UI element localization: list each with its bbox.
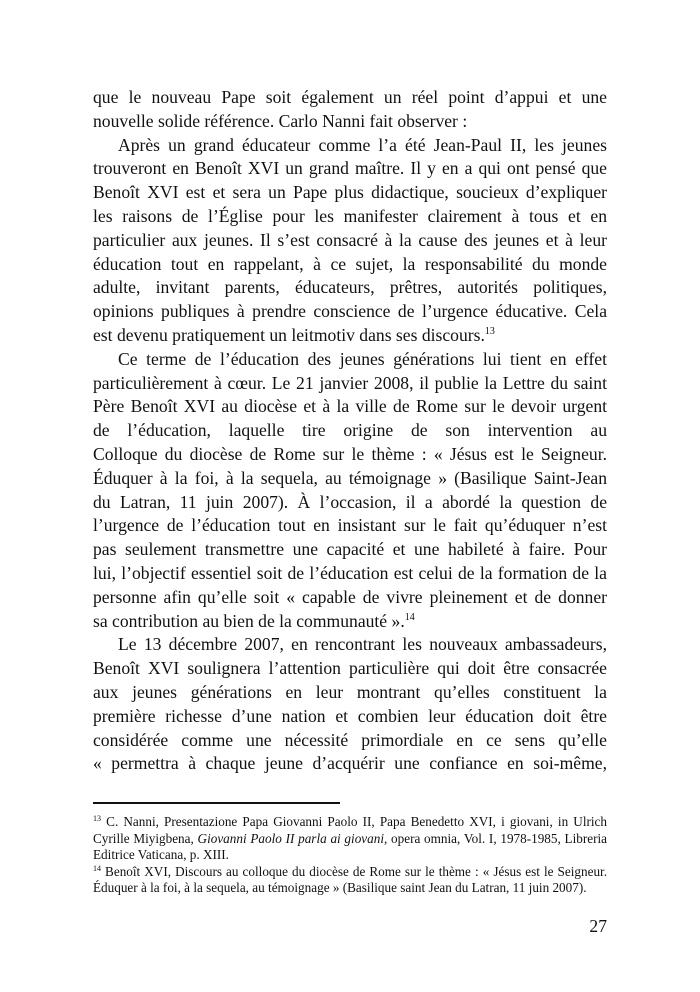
footnote [93, 864, 607, 897]
paragraph [93, 633, 607, 776]
text-line [93, 205, 607, 229]
line-text: nouvelle solide référence. Carlo Nanni fait observer : [93, 110, 468, 131]
text-line [93, 633, 607, 657]
text-line [93, 467, 607, 491]
line-text: opinions publiques à prendre conscience de l’urgence éducative. Cela [93, 301, 607, 322]
text-line [93, 395, 607, 419]
line-text: l’urgence de l’éducation tout en insistant sur le fait qu’éduquer n’est [93, 515, 607, 536]
paragraph [93, 86, 607, 134]
text-line [93, 229, 607, 253]
line-text: que le nouveau Pape soit également un réel point d’appui et une [93, 87, 607, 107]
footnote-reference[interactable]: 13 [484, 325, 495, 337]
line-text: sa contribution au bien de la communauté ». [93, 610, 405, 631]
line-text: Éduquer à la foi, à la sequela, au témoignage » (Basilique Saint-Jean [93, 467, 607, 488]
text-line [93, 752, 607, 776]
line-text: Le 13 décembre 2007, en rencontrant les nouveaux ambassadeurs, [118, 634, 607, 655]
text-line [93, 134, 607, 158]
line-text: lui, l’objectif essentiel soit de l’éducation est celui de la formation de la [93, 562, 607, 583]
footnote-text: Benoît XVI, Discours au colloque du diocèse de Rome sur le thème : « Jésus est le Seigneur. Éduquer à la foi, à la sequela, au témoignage » (Basilique saint Jean du Latran, 11 juin 2007). [93, 863, 607, 896]
line-text: première richesse d’une nation et combien leur éducation doit être [93, 705, 607, 726]
text-line [93, 610, 607, 634]
text-line [93, 157, 607, 181]
text-line [93, 276, 607, 300]
text-line [93, 586, 607, 610]
line-text: « permettra à chaque jeune d’acquérir une confiance en soi-même, [93, 753, 607, 774]
paragraph [93, 348, 607, 634]
text-line [93, 110, 607, 134]
text-line [93, 657, 607, 681]
line-text: est devenu pratiquement un leitmotiv dans ses discours. [93, 324, 485, 345]
footnote-number: 13 [93, 814, 101, 823]
text-line [93, 729, 607, 753]
text-line [93, 443, 607, 467]
line-text: aux jeunes générations en leur montrant qu’elles constituent la [93, 681, 607, 702]
line-text: personne afin qu’elle soit « capable de vivre pleinement et de donner [93, 586, 607, 607]
text-line [93, 300, 607, 324]
footnote-title: Giovanni Paolo II parla ai giovani [197, 830, 384, 846]
line-text: de l’éducation, laquelle tire origine de son intervention au [93, 420, 607, 441]
text-line [93, 681, 607, 705]
text-line [93, 514, 607, 538]
page-number: 27 [589, 916, 607, 936]
text-line [93, 491, 607, 515]
line-text: pas seulement transmettre une capacité et une habileté à faire. Pour [93, 539, 607, 560]
footnote-text: , opera omnia, Vol. I, 1978-1985, Libreria Editrice Vaticana, p. XIII. [93, 830, 608, 863]
footnote-reference[interactable]: 14 [404, 611, 415, 623]
line-text: particulièrement à cœur. Le 21 janvier 2008, il publie la Lettre du saint [93, 372, 607, 393]
footnotes [93, 814, 607, 897]
line-text: Père Benoît XVI au diocèse et à la ville de Rome sur le devoir urgent [93, 396, 607, 417]
line-text: Colloque du diocèse de Rome sur le thème : « Jésus est le Seigneur. [93, 443, 607, 464]
text-line [93, 181, 607, 205]
footnote-text: C. Nanni, Presentazione Papa Giovanni Paolo II, Papa Benedetto XVI, i giovani, in Ulrich Cyrille Miyigbena, [93, 814, 607, 846]
line-text: Benoît XVI soulignera l’attention particulière qui doit être consacrée [93, 658, 607, 679]
line-text: les raisons de l’Église pour les manifester clairement à tous et en [93, 205, 607, 226]
body-text [93, 86, 607, 776]
paragraph [93, 134, 607, 348]
line-text: Après un grand éducateur comme l’a été Jean-Paul II, les jeunes [118, 134, 607, 155]
line-text: considérée comme une nécessité primordiale en ce sens qu’elle [93, 729, 607, 750]
text-line [93, 324, 607, 348]
text-line [93, 372, 607, 396]
text-line [93, 348, 607, 372]
line-text: adulte, invitant parents, éducateurs, prêtres, autorités politiques, [93, 277, 607, 298]
text-line [93, 86, 607, 110]
footnote [93, 814, 607, 864]
text-line [93, 538, 607, 562]
text-line [93, 705, 607, 729]
footnote-number: 14 [93, 863, 101, 873]
line-text: trouveront en Benoît XVI un grand maître. Il y en a qui ont pensé que [93, 158, 607, 179]
line-text: Ce terme de l’éducation des jeunes générations lui tient en effet [118, 348, 607, 369]
text-line [93, 253, 607, 277]
line-text: éducation tout en rappelant, à ce sujet, la responsabilité du monde [93, 253, 607, 274]
line-text: particulier aux jeunes. Il s’est consacré à la cause des jeunes et à leur [93, 229, 607, 250]
footnote-separator [93, 802, 340, 804]
text-line [93, 419, 607, 443]
line-text: Benoît XVI est et sera un Pape plus didactique, soucieux d’expliquer [93, 182, 607, 203]
text-line [93, 562, 607, 586]
line-text: du Latran, 11 juin 2007). À l’occasion, il a abordé la question de [93, 491, 607, 512]
